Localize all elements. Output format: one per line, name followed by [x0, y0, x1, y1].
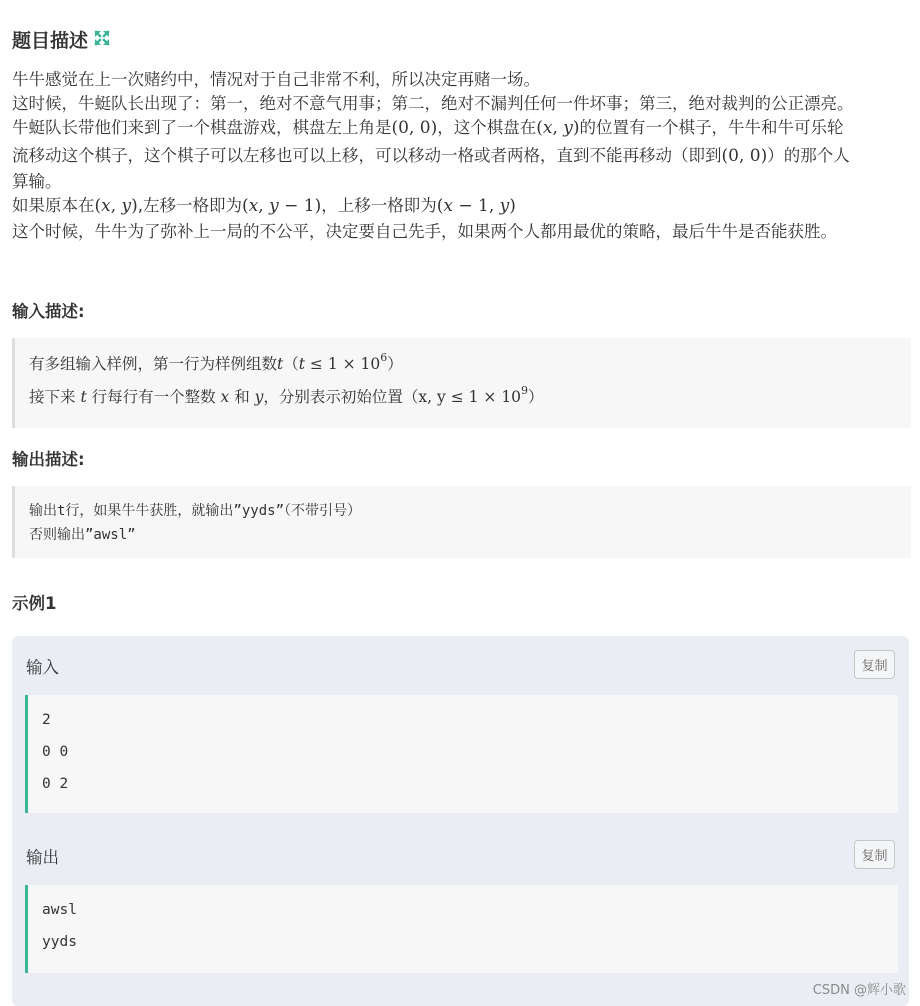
output-desc-title: 输出描述: [12, 450, 85, 469]
example-output-box[interactable] [25, 885, 898, 973]
description-text: 如果原本在 [12, 196, 95, 215]
l2b: 行每行有一个整数 [86, 388, 221, 406]
description-line [12, 192, 516, 216]
description-text: 的位置有一个棋子，牛牛和牛可乐轮 [579, 118, 844, 137]
description-line [12, 90, 854, 114]
output-desc-box [12, 486, 911, 558]
example-title: 示例1 [12, 594, 57, 613]
l2x: x [220, 388, 230, 406]
output-line: awsl [42, 902, 77, 918]
output-desc-line-1: 输出t行，如果牛牛获胜，就输出”yyds”（不带引号） [29, 503, 361, 519]
math-expression: (x, y) [94, 196, 138, 216]
description-text: 牛蜓队长带他们来到了一个棋盘游戏，棋盘左上角是 [12, 118, 392, 137]
l2cond-wrap [418, 384, 529, 406]
problem-title-text: 题目描述 [12, 30, 89, 52]
input-desc-line-1-text: 有多组输入样例，第一行为样例组数 [29, 355, 278, 373]
description-text: 算输。 [12, 172, 62, 191]
l2t: t [80, 388, 87, 406]
problem-title [12, 26, 110, 53]
output-line: yyds [42, 934, 77, 950]
math-expression: (x − 1, y) [436, 196, 516, 216]
description-text: ）的那个人 [767, 146, 850, 165]
input-line: 0 2 [42, 776, 69, 792]
example-output-label: 输出 [26, 848, 59, 867]
description-line [12, 142, 850, 166]
example-input-label: 输入 [26, 658, 59, 677]
input-desc-cond-t [298, 351, 388, 373]
copy-output-button[interactable]: 复制 [854, 840, 895, 869]
paren-open: （ [283, 355, 299, 373]
description-text: ,左移一格即为 [137, 196, 243, 215]
description-text: ，上移一格即为 [321, 196, 437, 215]
t-exp: 6 [380, 351, 388, 364]
l2e: ） [528, 388, 544, 406]
input-line: 2 [42, 712, 51, 728]
math-expression: (x, y) [536, 118, 580, 138]
description-text: 这时候，牛蜓队长出现了：第一，绝对不意气用事；第二，绝对不漏判任何一件坏事；第三，绝对裁判的公正漂亮。 [12, 94, 854, 113]
example-input-box[interactable] [25, 695, 898, 813]
l2d: ，分别表示初始位置（ [263, 388, 419, 406]
input-desc-var-t: t [277, 355, 284, 373]
example-panel [12, 636, 909, 1006]
copy-input-button[interactable]: 复制 [854, 650, 895, 679]
input-desc-line-2 [29, 385, 544, 407]
input-desc-title: 输入描述: [12, 302, 85, 321]
input-desc-box [12, 338, 911, 428]
description-text: 牛牛感觉在上一次赌约中，情况对于自己非常不利，所以决定再赌一场。 [12, 70, 540, 89]
t-var: t [298, 355, 305, 373]
l2a: 接下来 [29, 388, 81, 406]
description-line [12, 218, 837, 242]
math-expression: (x, y − 1) [242, 196, 322, 216]
description-text: 这个时候，牛牛为了弥补上一局的不公平，决定要自己先手，如果两个人都用最优的策略，最后牛牛是否能获胜。 [12, 222, 837, 241]
l2exp: 9 [521, 384, 529, 397]
description-text: 流移动这个棋子，这个棋子可以左移也可以上移，可以移动一格或者两格，直到不能再移动（即到 [12, 146, 722, 165]
description-text: ，这个棋盘在 [437, 118, 537, 137]
paren-close: ） [387, 355, 403, 373]
l2y: y [254, 388, 264, 406]
description-line [12, 168, 62, 192]
expand-icon[interactable] [94, 29, 110, 51]
math-expression: (0, 0) [391, 118, 438, 138]
description-line [12, 66, 540, 90]
description-line [12, 114, 844, 138]
t-cond: ≤ 1 × 10 [305, 355, 381, 373]
output-desc-line-2: 否则输出”awsl” [29, 527, 136, 543]
l2c: 和 [229, 388, 255, 406]
input-desc-line-1 [29, 352, 403, 374]
csdn-watermark: CSDN @辉小歌 [812, 983, 906, 998]
input-line: 0 0 [42, 744, 69, 760]
math-expression: (0, 0) [721, 146, 768, 166]
l2cond: x, y ≤ 1 × 10 [418, 388, 522, 406]
